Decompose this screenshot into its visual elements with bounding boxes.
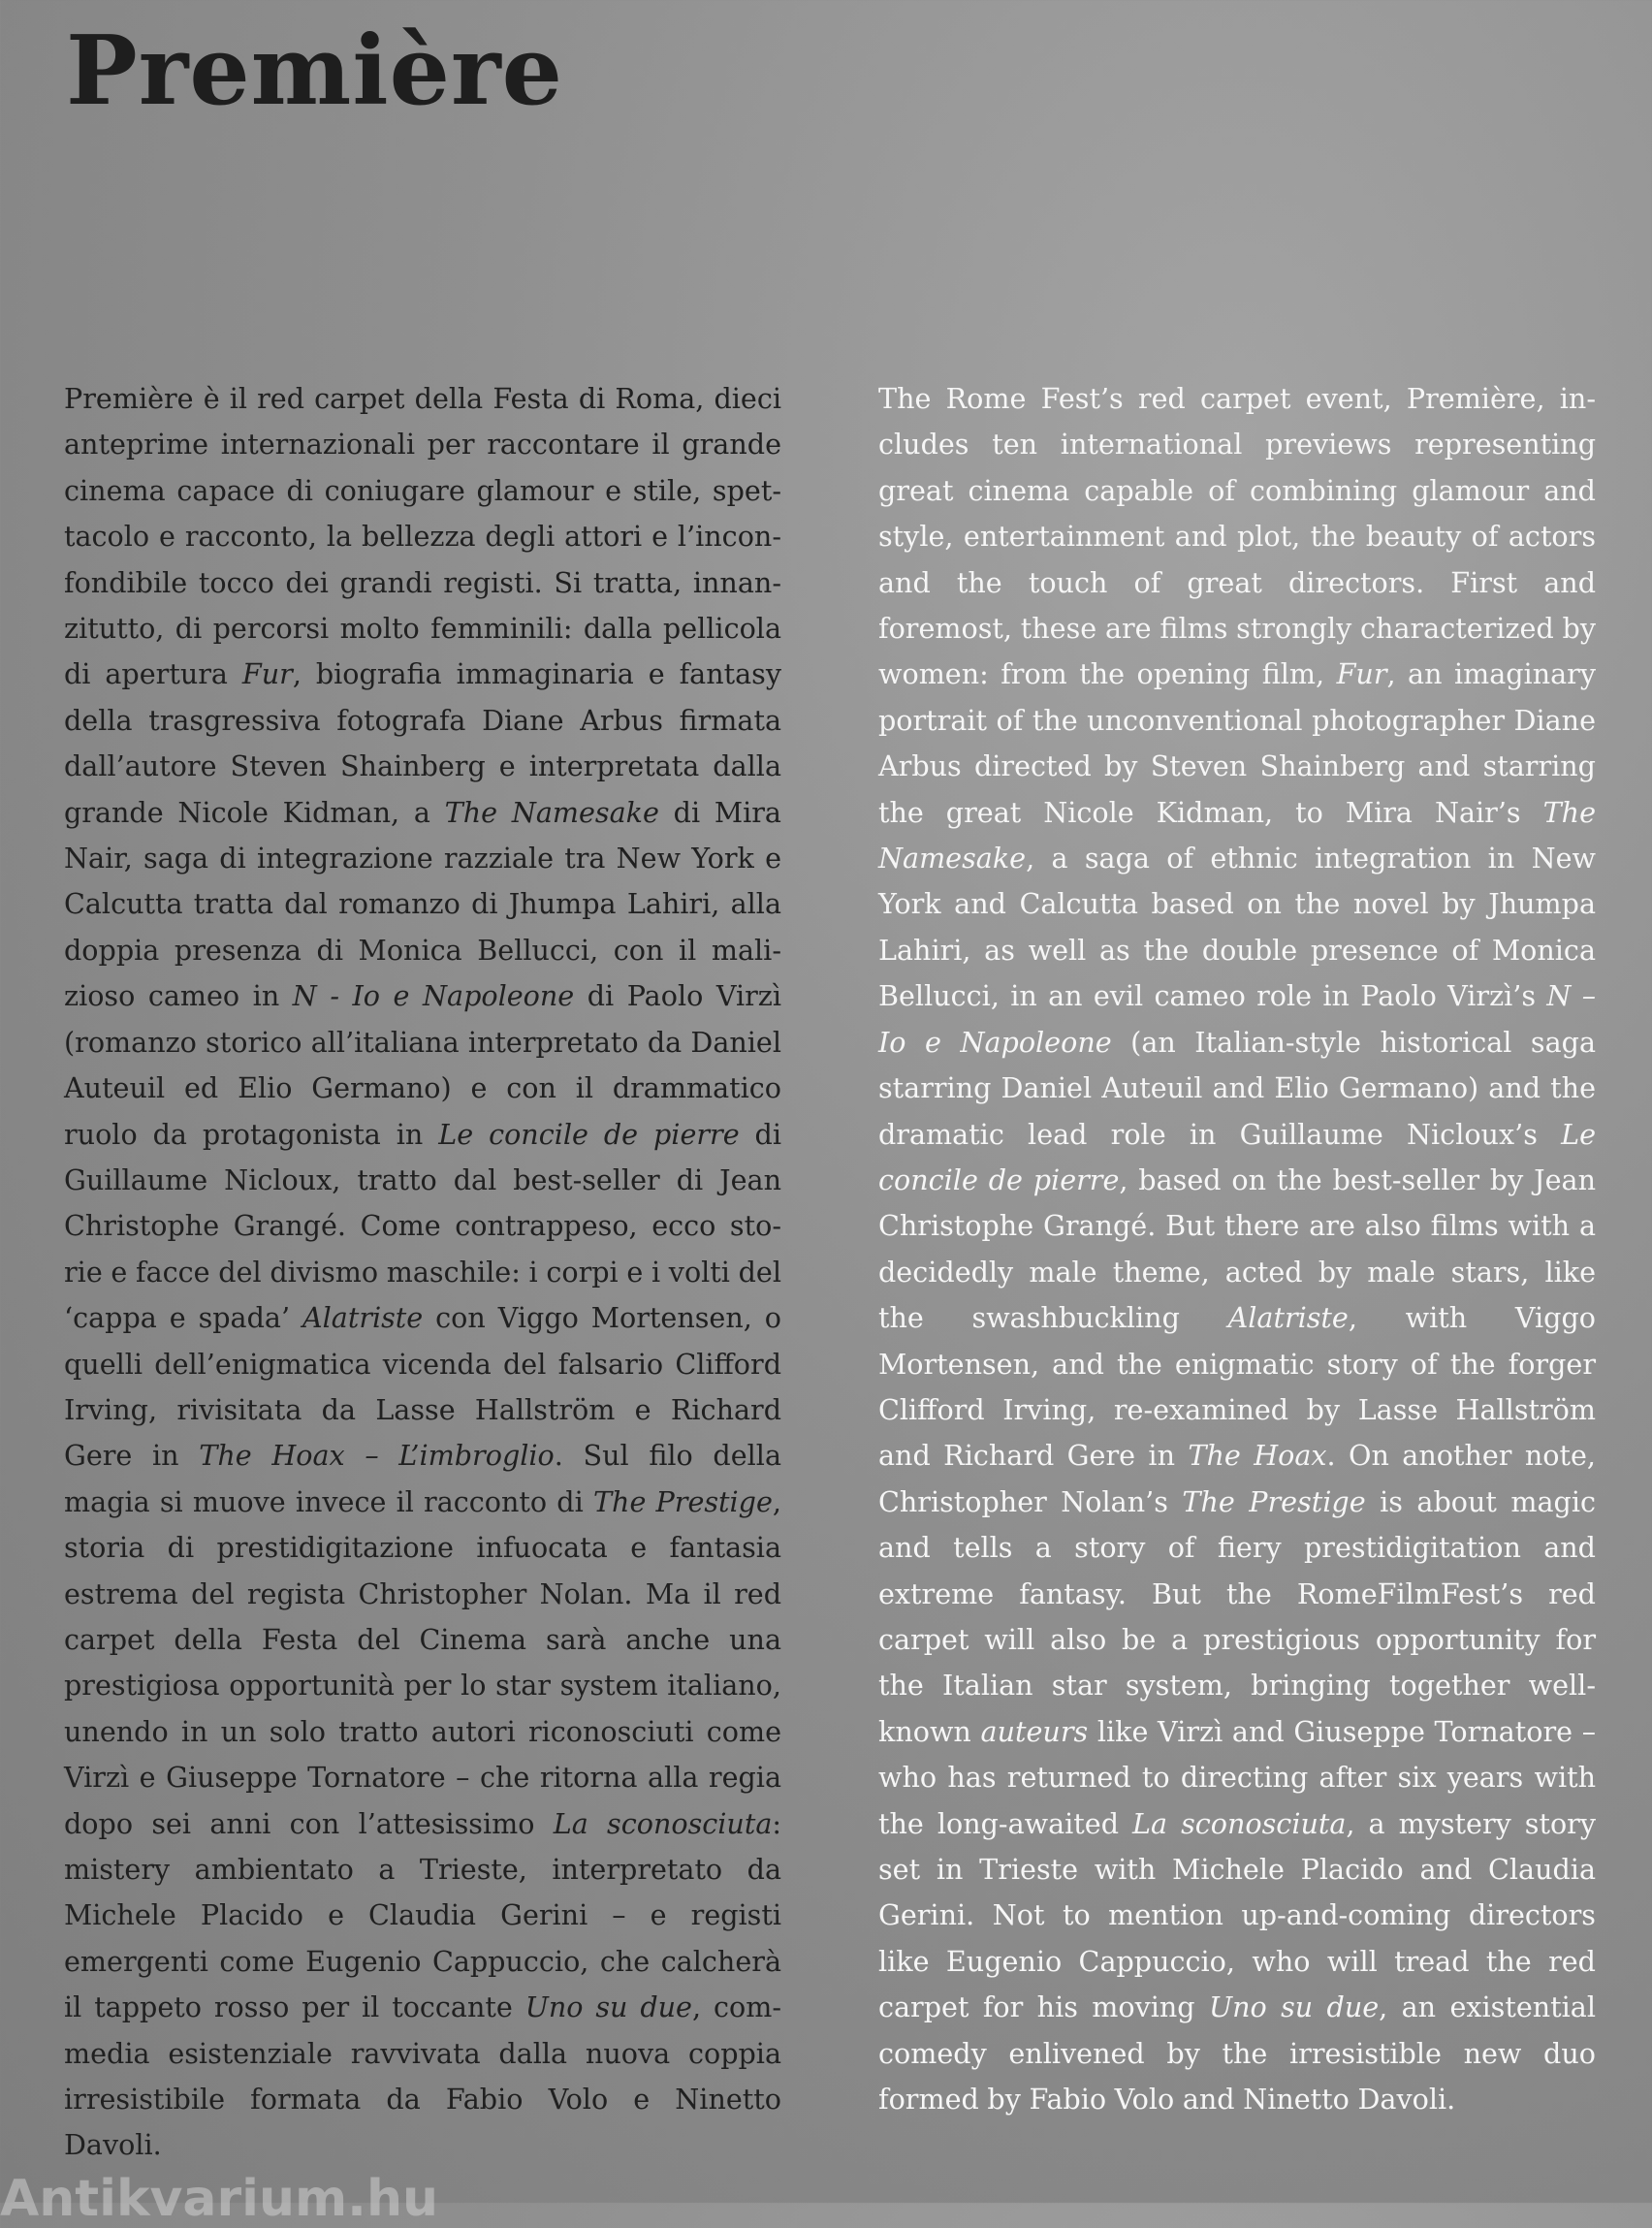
text-segment: The Rome Fest’s red carpet event, Première, includes ten international previews representing great cinema capable of combining glamour and style, entertainment and plot, the beauty of actors and the touch of great directors. First and foremost, these are films strongly characterized by women: from the opening film, xyxy=(878,382,1596,691)
text-segment: , an imaginary portrait of the unconventional photographer Diane Arbus directed by Steven Shainberg and starring the great Nicole Kidman, to Mira Nair’s xyxy=(878,657,1596,829)
text-segment: con Viggo Mortensen, o quelli dell’enigmatica vicenda del falsario Clifford Irving, rivisitata da Lasse Hallström e Richard Gere in xyxy=(64,1301,781,1473)
text-segment: di Mira Nair, saga di integrazione razziale tra New York e Calcutta tratta dal romanzo di Jhumpa Lahiri, alla doppia presenza di Monica Bellucci, con il malizioso cameo in xyxy=(64,795,781,1013)
italian-column xyxy=(64,376,781,2169)
text-segment: : mistery ambientato a Trieste, interpretato da Michele Placido e Claudia Gerini – e registi emergenti come Eugenio Cappuccio, che calcherà il tappeto rosso per il toccante xyxy=(64,1806,782,2024)
film-title: Fur xyxy=(1336,657,1387,691)
foreign-term: auteurs xyxy=(980,1714,1089,1748)
film-title: Uno su due xyxy=(1208,1990,1380,2024)
film-title: Le concile de pierre xyxy=(878,1117,1596,1196)
page-title: Première xyxy=(66,16,563,127)
film-title: La sconosciuta xyxy=(553,1806,773,1840)
film-title: Le concile de pierre xyxy=(438,1117,740,1151)
text-segment: , commedia esistenziale ravvivata dalla nuova coppia irresistibile formata da Fabio Volo e Ninetto Davoli. xyxy=(64,1990,781,2162)
text-segment: , a saga of ethnic integration in New York and Calcutta based on the novel by Jhumpa Lahiri, as well as the double presence of Monica Bellucci, in an evil cameo role in Paolo Virzì’s xyxy=(878,842,1596,1013)
text-segment: like Virzì and Giuseppe Tornatore – who has returned to directing after six years with the long-awaited xyxy=(878,1714,1597,1840)
film-title: The Hoax xyxy=(1188,1439,1327,1473)
text-segment: Première è il red carpet della Festa di Roma, dieci anteprime internazionali per raccontare il grande cinema capace di coniugare glamour e stile, spettacolo e racconto, la bellezza degli attori e l’inconfondibile tocco dei grandi registi. Si tratta, innanzitutto, di percorsi molto femminili: dalla pellicola di apertura xyxy=(64,382,781,691)
text-segment: . On another note, Christopher Nolan’s xyxy=(878,1439,1596,1518)
text-segment: , based on the best-seller by Jean Christophe Grangé. But there are also films with a decidedly male theme, acted by male stars, like the swashbuckling xyxy=(878,1162,1596,1335)
film-title: N – Io e Napoleone xyxy=(878,979,1596,1059)
film-title: Alatriste xyxy=(1227,1301,1349,1335)
text-segment: , biografia immaginaria e fantasy della trasgressiva fotografa Diane Arbus firmata dall’autore Steven Shainberg e interpretata dalla grande Nicole Kidman, a xyxy=(64,657,781,829)
film-title: The Namesake xyxy=(444,795,659,829)
text-segment: . Sul filo della magia si muove invece il racconto di xyxy=(64,1439,781,1518)
text-segment: , a mystery story set in Trieste with Michele Placido and Claudia Gerini. Not to mention up-and-coming directors like Eugenio Cappuccio, who will tread the red carpet for his moving xyxy=(878,1806,1596,2024)
watermark: Antikvarium.hu xyxy=(0,2170,438,2228)
text-segment: , storia di prestidigitazione infuocata e fantasia estrema del regista Christopher Nolan. Ma il red carpet della Festa del Cinema sarà anche una prestigiosa opportunità per lo star system italiano, unendo in un solo tratto autori riconosciuti come Virzì e Giuseppe Tornatore – che ritorna alla regia dopo sei anni con l’attesissimo xyxy=(64,1484,781,1840)
text-segment: (an Italian-style historical saga starring Daniel Auteuil and Elio Germano) and the dramatic lead role in Guillaume Nicloux’s xyxy=(878,1025,1596,1151)
film-title: Fur xyxy=(241,657,293,691)
english-column xyxy=(878,376,1596,2122)
film-title: La sconosciuta xyxy=(1132,1806,1347,1840)
film-title: Uno su due xyxy=(524,1990,692,2024)
film-title: The Prestige xyxy=(592,1484,773,1518)
italian-paragraph xyxy=(64,376,781,2169)
film-title: N - Io e Napoleone xyxy=(292,979,575,1013)
text-segment: , an existential comedy enlivened by the irresistible new duo formed by Fabio Volo and Ninetto Davoli. xyxy=(878,1990,1596,2117)
text-segment: di Paolo Virzì (romanzo storico all’italiana interpretato da Daniel Auteuil ed Elio Germano) e con il drammatico ruolo da protagonista in xyxy=(64,979,781,1151)
text-segment: , with Viggo Mortensen, and the enigmatic story of the forger Clifford Irving, re-examined by Lasse Hallström and Richard Gere in xyxy=(878,1301,1596,1473)
text-segment: is about magic and tells a story of fiery prestidigitation and extreme fantasy. But the RomeFilmFest’s red carpet will also be a prestigious opportunity for the Italian star system, bringing together well-known xyxy=(878,1484,1596,1748)
film-title: The Namesake xyxy=(878,795,1596,875)
film-title: The Prestige xyxy=(1182,1484,1366,1518)
film-title: Alatriste xyxy=(302,1301,424,1335)
film-title: The Hoax – L’imbroglio xyxy=(199,1439,555,1473)
text-segment: di Guillaume Nicloux, tratto dal best-seller di Jean Christophe Grangé. Come contrappeso, ecco storie e facce del divismo maschile: i corpi e i volti del ‘cappa e spada’ xyxy=(64,1117,782,1335)
english-paragraph xyxy=(878,376,1596,2122)
